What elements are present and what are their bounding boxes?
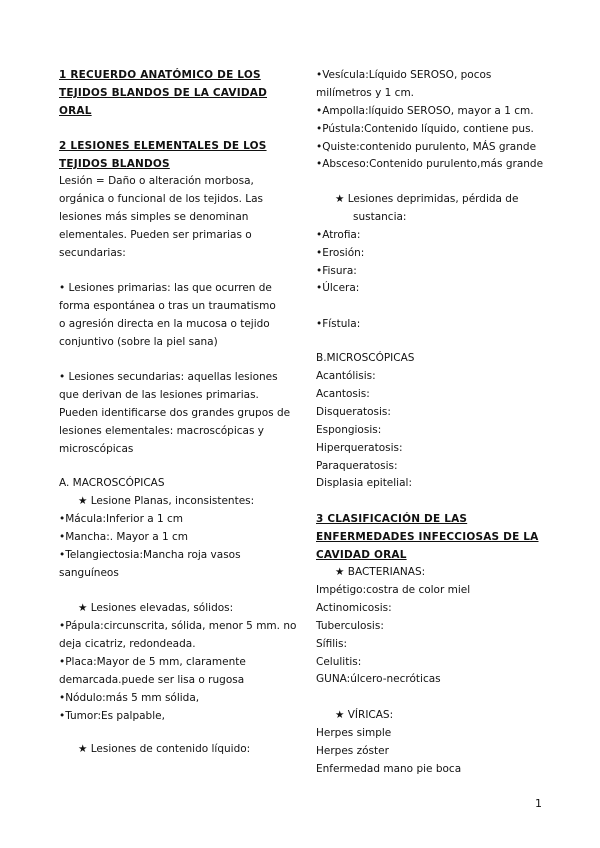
deprimidas-subheading-line-1: ★ Lesiones deprimidas, pérdida de [335,193,519,205]
bacterianas-item: Tuberculosis: [316,620,384,632]
deprimidas-subheading-line-2: sustancia: [353,211,407,223]
definition-line: elementales. Pueden ser primarias o [59,229,252,241]
viricas-item: Herpes simple [316,727,392,739]
viricas-item: Herpes zóster [316,745,389,757]
primarias-line: conjuntivo (sobre la piel sana) [59,336,218,348]
viricas-item: Enfermedad mano pie boca [316,763,462,775]
micro-item: Acantólisis: [316,370,376,382]
secundarias-line: lesiones elementales: macroscópicas y [59,425,264,437]
bacterianas-item: Actinomicosis: [316,602,392,614]
page-number: 1 [535,797,542,810]
elevadas-item: •Placa:Mayor de 5 mm, claramente [59,656,246,668]
liquido-item: •Vesícula:Líquido SEROSO, pocos [316,69,492,81]
liquido-item: •Pústula:Contenido líquido, contiene pus. [316,123,534,135]
section-1-heading-line-2: TEJIDOS BLANDOS DE LA CAVIDAD [59,87,268,99]
micro-item: Displasia epitelial: [316,477,412,489]
section-1-heading-line-1: 1 RECUERDO ANATÓMICO DE LOS [59,69,261,81]
bacterianas-subheading: ★ BACTERIANAS: [335,566,426,578]
definition-line: lesiones más simples se denominan [59,211,249,223]
micro-item: Disqueratosis: [316,406,391,418]
primarias-line: forma espontánea o tras un traumatismo [59,300,276,312]
section-3-heading-line-2: ENFERMEDADES INFECCIOSAS DE LA [316,531,539,543]
elevadas-item: •Tumor:Es palpable, [59,710,165,722]
section-2-heading-line-2: TEJIDOS BLANDOS [59,158,170,170]
primarias-line: o agresión directa en la mucosa o tejido [59,318,270,330]
deprimidas-item: •Erosión: [316,247,365,259]
section-3-heading-line-3: CAVIDAD ORAL [316,549,407,561]
section-2-heading-line-1: 2 LESIONES ELEMENTALES DE LOS [59,140,267,152]
bacterianas-item: Sífilis: [316,638,348,650]
bacterianas-item: Celulitis: [316,656,362,668]
macroscopicas-heading: A. MACROSCÓPICAS [59,477,165,489]
micro-item: Hiperqueratosis: [316,442,403,454]
secundarias-line: Pueden identificarse dos grandes grupos de [59,407,291,419]
micro-item: Acantosis: [316,388,370,400]
definition-line: orgánica o funcional de los tejidos. Las [59,193,264,205]
deprimidas-item: •Úlcera: [316,282,360,294]
bacterianas-item: GUNA:úlcero-necróticas [316,673,441,685]
elevadas-item: demarcada.puede ser lisa o rugosa [59,674,245,686]
micro-item: Paraqueratosis: [316,460,398,472]
elevadas-subheading: ★ Lesiones elevadas, sólidos: [78,602,234,614]
liquido-subheading: ★ Lesiones de contenido líquido: [78,743,251,755]
planas-subheading: ★ Lesione Planas, inconsistentes: [78,495,255,507]
secundarias-line: • Lesiones secundarias: aquellas lesiones [59,371,278,383]
elevadas-item: •Nódulo:más 5 mm sólida, [59,692,200,704]
deprimidas-item: •Fisura: [316,265,357,277]
planas-item: •Telangiectosia:Mancha roja vasos [59,549,241,561]
planas-item: •Mácula:Inferior a 1 cm [59,513,184,525]
bacterianas-item: Impétigo:costra de color miel [316,584,471,596]
deprimidas-item: •Atrofia: [316,229,361,241]
secundarias-line: que derivan de las lesiones primarias. [59,389,259,401]
primarias-line: • Lesiones primarias: las que ocurren de [59,282,272,294]
secundarias-line: microscópicas [59,443,134,455]
planas-item: •Mancha:. Mayor a 1 cm [59,531,188,543]
fistula-item: •Fístula: [316,318,361,330]
definition-line: secundarias: [59,247,126,259]
elevadas-item: deja cicatriz, redondeada. [59,638,196,650]
microscopicas-heading: B.MICROSCÓPICAS [316,352,415,364]
definition-line: Lesión = Daño o alteración morbosa, [59,175,254,187]
liquido-item: •Quiste:contenido purulento, MÁS grande [316,141,537,153]
liquido-item: milímetros y 1 cm. [316,87,415,99]
section-1-heading-line-3: ORAL [59,105,92,117]
liquido-item: •Absceso:Contenido purulento,más grande [316,158,544,170]
elevadas-item: •Pápula:circunscrita, sólida, menor 5 mm. no [59,620,297,632]
section-3-heading-line-1: 3 CLASIFICACIÓN DE LAS [316,513,468,525]
liquido-item: •Ampolla:líquido SEROSO, mayor a 1 cm. [316,105,534,117]
viricas-subheading: ★ VÍRICAS: [335,709,394,721]
micro-item: Espongiosis: [316,424,382,436]
planas-item: sanguíneos [59,567,119,579]
